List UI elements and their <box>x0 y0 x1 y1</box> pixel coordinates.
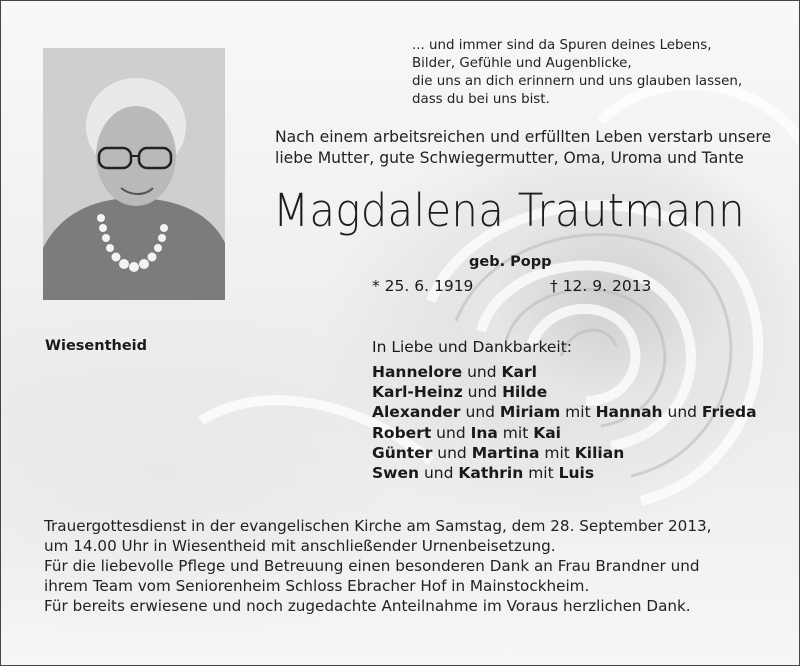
mourner-row <box>372 463 757 483</box>
connector-text: mit <box>523 464 559 483</box>
mourner-name: Frieda <box>701 403 757 422</box>
connector-text: mit <box>497 423 534 442</box>
closing-line: Für die liebevolle Pflege und Betreuung einen besonderen Dank an Frau Brandner und <box>44 557 700 575</box>
poem-line: die uns an dich erinnern und uns glauben lassen, <box>412 74 743 89</box>
mourner-name: Günter <box>372 443 433 462</box>
mourners-list <box>372 362 757 483</box>
mourner-name: Hannelore <box>372 363 463 381</box>
connector-text: und <box>462 363 502 381</box>
connector-text: mit <box>560 403 596 422</box>
mourner-row <box>372 382 757 402</box>
announcement-line: Nach einem arbeitsreichen und erfüllten Leben verstarb unsere <box>275 128 772 146</box>
thanks-line: In Liebe und Dankbarkeit: <box>372 338 573 356</box>
mourner-row <box>372 423 757 443</box>
poem-line: ... und immer sind da Spuren deines Lebens, <box>412 38 712 53</box>
connector-text: und <box>662 403 702 422</box>
closing-line: Für bereits erwiesene und noch zugedachte Anteilnahme im Voraus herzlichen Dank. <box>44 597 691 615</box>
mourner-name: Kilian <box>574 443 625 462</box>
mourner-row <box>372 443 757 463</box>
connector-text: und <box>419 464 459 483</box>
mourner-name: Luis <box>558 464 595 483</box>
service-details <box>44 516 711 616</box>
mourner-name: Hannah <box>595 403 663 422</box>
announcement-line: liebe Mutter, gute Schwiegermutter, Oma, Uroma und Tante <box>275 149 744 167</box>
mourner-name: Martina <box>471 443 540 462</box>
connector-text: und <box>432 443 472 462</box>
mourner-name: Hilde <box>502 383 548 402</box>
connector-text: und <box>460 403 500 422</box>
poem <box>412 37 742 109</box>
mourner-name: Miriam <box>499 403 561 422</box>
mourner-name: Ina <box>470 423 498 442</box>
death-date: † 12. 9. 2013 <box>550 277 652 295</box>
mourner-name: Alexander <box>372 403 461 422</box>
mourner-row <box>372 362 757 382</box>
connector-text: und <box>462 383 503 402</box>
mourner-row <box>372 402 757 422</box>
connector-text: und <box>431 423 471 442</box>
connector-text: mit <box>539 443 575 462</box>
closing-line: ihrem Team vom Seniorenheim Schloss Ebracher Hof in Mainstockheim. <box>44 577 590 595</box>
mourner-name: Karl <box>501 363 537 381</box>
place-name: Wiesentheid <box>45 338 148 354</box>
birth-name: geb. Popp <box>469 254 552 270</box>
poem-line: dass du bei uns bist. <box>412 92 550 107</box>
mourner-name: Kai <box>533 423 561 442</box>
closing-line: Trauergottesdienst in der evangelischen Kirche am Samstag, dem 28. September 2013, <box>44 517 712 535</box>
mourner-name: Kathrin <box>458 464 524 483</box>
portrait-photo <box>43 48 225 300</box>
death-announcement <box>275 127 771 169</box>
mourner-name: Robert <box>372 423 432 442</box>
deceased-name: Magdalena Trautmann <box>273 184 745 237</box>
closing-line: um 14.00 Uhr in Wiesentheid mit anschließender Urnenbeisetzung. <box>44 537 556 555</box>
poem-line: Bilder, Gefühle und Augenblicke, <box>412 56 632 71</box>
mourner-name: Swen <box>372 464 420 483</box>
mourner-name: Karl-Heinz <box>372 383 463 402</box>
birth-date: * 25. 6. 1919 <box>372 277 474 295</box>
